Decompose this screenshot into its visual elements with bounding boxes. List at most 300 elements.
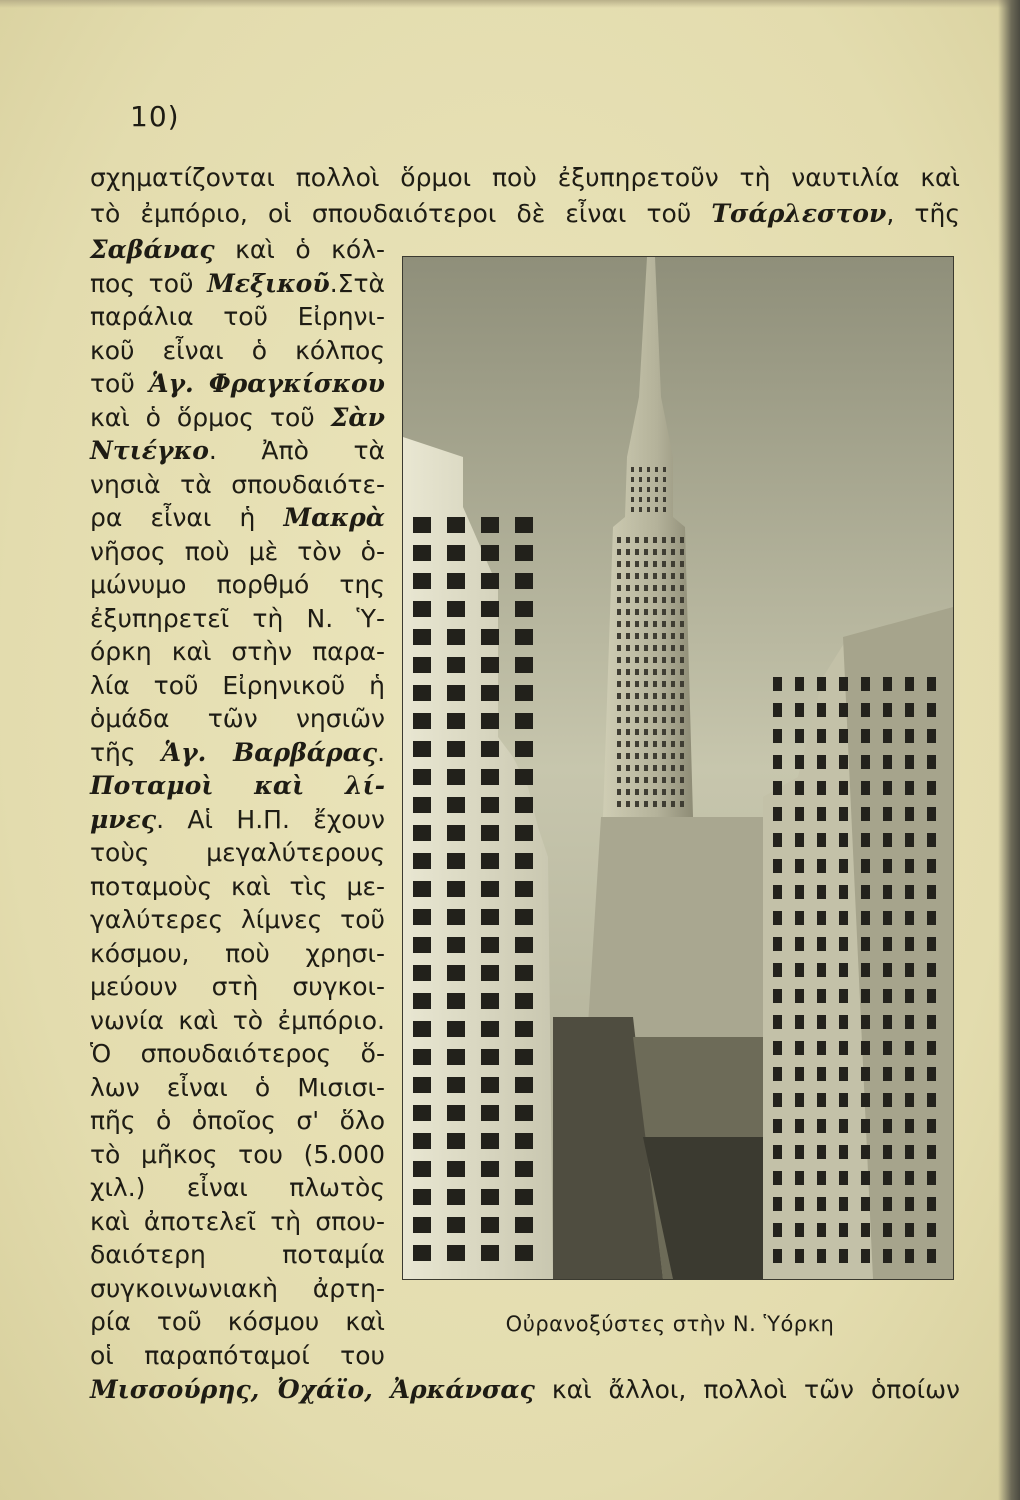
text-run: ὁμάδα τῶν νησιῶν (90, 704, 385, 733)
building-window (773, 1145, 782, 1159)
tower-window (662, 537, 666, 543)
building-window (839, 807, 848, 821)
tower-window (671, 597, 675, 603)
column-text-line (90, 1137, 385, 1173)
tower-window (662, 609, 666, 615)
building-window (795, 729, 804, 743)
building-window (447, 1105, 465, 1121)
tower-window (653, 753, 657, 759)
tower-window (639, 487, 642, 492)
tower-window (647, 487, 650, 492)
text-run: . Αἱ Η.Π. ἔχουν (156, 804, 385, 834)
building-window (927, 703, 936, 717)
tower-window (631, 487, 634, 492)
tower-window (680, 597, 684, 603)
building-window (861, 781, 870, 795)
tower-window (617, 681, 621, 687)
building-window (413, 1161, 431, 1177)
tower-window (644, 801, 648, 807)
tower-window (644, 537, 648, 543)
tower-window (647, 467, 650, 472)
column-text-line (90, 500, 385, 536)
tower-window (644, 669, 648, 675)
building-window (481, 1077, 499, 1093)
building-window (481, 1189, 499, 1205)
building-window (481, 1133, 499, 1149)
tower-window (626, 705, 630, 711)
building-window (413, 1189, 431, 1205)
tower-window (662, 693, 666, 699)
emphasis-text: Ἁγ. Φραγκίσκου (149, 369, 385, 398)
tower-window (680, 705, 684, 711)
building-window (795, 911, 804, 925)
building-window (927, 1197, 936, 1211)
building-window (817, 1197, 826, 1211)
tower-window (635, 693, 639, 699)
tower-window (653, 633, 657, 639)
building-window (839, 1145, 848, 1159)
text-run: λων εἶναι ὁ Μισισι- (90, 1072, 385, 1102)
tower-window (680, 549, 684, 555)
building-window (839, 677, 848, 691)
tower-window (631, 507, 634, 512)
tower-window (644, 777, 648, 783)
text-run: μώνυμο πορθμό της (90, 570, 385, 599)
building-window (927, 1145, 936, 1159)
text-run: δαιότερη ποταμία (90, 1240, 385, 1269)
building-window (481, 1021, 499, 1037)
tower-window (644, 753, 648, 759)
building-window (515, 1049, 533, 1065)
tower-window (617, 753, 621, 759)
tower-window (626, 741, 630, 747)
building-window (861, 1119, 870, 1133)
building-window (481, 937, 499, 953)
tower-window (635, 717, 639, 723)
building-window (883, 1067, 892, 1081)
building-window (481, 573, 499, 589)
tower-window (617, 669, 621, 675)
building-window (883, 1223, 892, 1237)
tower-window (635, 621, 639, 627)
tower-window (671, 717, 675, 723)
building-window (817, 859, 826, 873)
building-window (795, 1119, 804, 1133)
building-window (927, 755, 936, 769)
building-window (817, 781, 826, 795)
building-window (839, 833, 848, 847)
column-text-line (90, 869, 385, 905)
building-window (481, 965, 499, 981)
building-window (927, 781, 936, 795)
column-text-line (90, 1338, 385, 1374)
building-window (447, 965, 465, 981)
column-text-line (90, 1003, 385, 1039)
tower-window (663, 487, 666, 492)
tower-window (644, 621, 648, 627)
building-window (883, 1119, 892, 1133)
building-window (861, 1197, 870, 1211)
tower-window (644, 645, 648, 651)
building-window (839, 703, 848, 717)
building-window (515, 685, 533, 701)
building-window (839, 1093, 848, 1107)
text-run: τὸ ἐμπόριο, οἱ σπουδαιότεροι δὲ εἶναι τοῦ (90, 199, 712, 228)
tower-window (653, 801, 657, 807)
building-window (861, 1067, 870, 1081)
column-text-line (90, 1204, 385, 1240)
body-text-line (90, 160, 960, 196)
tower-window (663, 467, 666, 472)
building-window (515, 937, 533, 953)
building-window (773, 1015, 782, 1029)
tower-window (617, 585, 621, 591)
tower-window (617, 765, 621, 771)
building-window (413, 1021, 431, 1037)
tower-window (671, 777, 675, 783)
column-text-line (90, 366, 385, 402)
column-text-line (90, 400, 385, 436)
tower-window (671, 609, 675, 615)
building-window (515, 909, 533, 925)
tower-window (626, 753, 630, 759)
tower-window (662, 657, 666, 663)
tower-window (617, 777, 621, 783)
building-window (481, 1105, 499, 1121)
tower-window (655, 467, 658, 472)
building-window (927, 1067, 936, 1081)
tower-window (644, 549, 648, 555)
building-window (413, 993, 431, 1009)
building-window (883, 1041, 892, 1055)
tower-window (671, 681, 675, 687)
tower-window (662, 573, 666, 579)
building-window (773, 1119, 782, 1133)
building-window (927, 937, 936, 951)
tower-window (644, 597, 648, 603)
building-window (447, 825, 465, 841)
tower-window (653, 657, 657, 663)
building-window (447, 517, 465, 533)
text-run: καὶ ὁ κόλ- (214, 235, 385, 264)
building-window (861, 911, 870, 925)
building-window (481, 769, 499, 785)
text-run: όρκη καὶ στὴν παρα- (90, 637, 385, 666)
tower-window (626, 597, 630, 603)
tower-window (680, 585, 684, 591)
building-window (413, 713, 431, 729)
building-window (515, 825, 533, 841)
building-window (773, 885, 782, 899)
building-window (883, 1249, 892, 1263)
text-run: τοῦ (90, 369, 150, 398)
column-text-line (90, 768, 385, 804)
emphasis-text: Ἁγ. Βαρβάρας (161, 737, 378, 767)
building-window (905, 781, 914, 795)
tower-window (680, 633, 684, 639)
emphasis-text: Μακρὰ (283, 503, 385, 532)
building-window (927, 729, 936, 743)
building-window (927, 963, 936, 977)
building-window (861, 1093, 870, 1107)
tower-window (617, 573, 621, 579)
building-window (839, 1249, 848, 1263)
building-window (883, 1197, 892, 1211)
tower-window (671, 693, 675, 699)
column-text-line (90, 735, 385, 771)
building-window (905, 1145, 914, 1159)
text-run: καὶ ὁ ὅρμος τοῦ (90, 402, 331, 432)
building-window (883, 781, 892, 795)
building-window (839, 937, 848, 951)
building-window (515, 965, 533, 981)
tower-window (662, 741, 666, 747)
tower-window (671, 645, 675, 651)
tower-window (617, 717, 621, 723)
building-window (839, 911, 848, 925)
building-window (795, 989, 804, 1003)
tower-window (662, 777, 666, 783)
tower-window (680, 777, 684, 783)
building-window (515, 993, 533, 1009)
tower-window (653, 621, 657, 627)
tower-window (617, 633, 621, 639)
tower-window (671, 633, 675, 639)
building-window (447, 713, 465, 729)
tower-window (617, 801, 621, 807)
text-run: νησιὰ τὰ σπουδαιότε- (90, 469, 385, 499)
column-text-line (90, 467, 385, 503)
emphasis-text: Σαβάνας (90, 235, 215, 264)
emphasis-text: Ποταμοὶ καὶ λί- (90, 771, 385, 800)
building-window (861, 989, 870, 1003)
building-window (839, 859, 848, 873)
building-window (447, 769, 465, 785)
building-window (481, 993, 499, 1009)
building-window (839, 729, 848, 743)
building-window (795, 1015, 804, 1029)
building-window (413, 825, 431, 841)
column-text-line (90, 433, 385, 469)
building-window (883, 833, 892, 847)
tower-window (655, 507, 658, 512)
building-window (413, 573, 431, 589)
tower-window (680, 693, 684, 699)
building-window (795, 807, 804, 821)
building-window (447, 601, 465, 617)
building-window (883, 1015, 892, 1029)
tower-window (644, 765, 648, 771)
tower-window (639, 497, 642, 502)
page-binding-edge (998, 0, 1020, 1500)
building-window (515, 517, 533, 533)
building-window (773, 755, 782, 769)
building-window (447, 1021, 465, 1037)
text-run: οἱ παραπόταμοί του (90, 1340, 385, 1370)
tower-window (635, 585, 639, 591)
tower-window (617, 645, 621, 651)
building-window (773, 677, 782, 691)
tower-window (626, 537, 630, 543)
tower-window (617, 705, 621, 711)
column-text-line (90, 1271, 385, 1307)
column-text-line (90, 299, 385, 335)
tower-window (653, 741, 657, 747)
text-run: τὸ μῆκος του (5.000 (90, 1139, 385, 1169)
building-window (861, 859, 870, 873)
building-window (905, 1223, 914, 1237)
building-window (905, 1067, 914, 1081)
building-window (817, 937, 826, 951)
tower-window (626, 693, 630, 699)
building-window (927, 1041, 936, 1055)
building-window (905, 885, 914, 899)
building-window (927, 1249, 936, 1263)
building-window (817, 807, 826, 821)
tower-window (635, 549, 639, 555)
tower-window (639, 467, 642, 472)
tower-window (617, 729, 621, 735)
building-window (773, 1067, 782, 1081)
text-run: σχηματίζονται πολλοὶ ὅρμοι ποὺ ἐξυπηρετοῦν τὴ ναυτιλία καὶ (90, 163, 960, 192)
building-window (773, 1093, 782, 1107)
building-window (773, 807, 782, 821)
building-window (481, 797, 499, 813)
building-window (927, 807, 936, 821)
tower-window (617, 789, 621, 795)
tower-window (653, 693, 657, 699)
building-window (839, 989, 848, 1003)
tower-window (635, 801, 639, 807)
tower-window (647, 497, 650, 502)
building-window (413, 1133, 431, 1149)
building-window (413, 629, 431, 645)
tower-window (644, 681, 648, 687)
building-window (817, 1119, 826, 1133)
building-window (905, 911, 914, 925)
building-window (773, 703, 782, 717)
column-text-line (90, 835, 385, 871)
building-window (447, 657, 465, 673)
tower-window (671, 765, 675, 771)
building-window (413, 965, 431, 981)
text-run: ρία τοῦ κόσμου καὶ (90, 1307, 385, 1336)
building-window (927, 1223, 936, 1237)
building-window (481, 825, 499, 841)
column-text-line (90, 1170, 385, 1206)
building-window (883, 911, 892, 925)
tower-window (663, 497, 666, 502)
building-window (447, 545, 465, 561)
building-window (481, 741, 499, 757)
text-run: νῆσος ποὺ μὲ τὸν ὁ- (90, 536, 385, 566)
building-window (861, 885, 870, 899)
building-window (883, 729, 892, 743)
emphasis-text: Ντιέγκο (90, 436, 209, 465)
building-window (773, 1249, 782, 1263)
column-text-line (90, 333, 385, 369)
tower-window (644, 657, 648, 663)
building-window (795, 1093, 804, 1107)
building-window (795, 937, 804, 951)
tower-window (635, 597, 639, 603)
building-window (839, 1067, 848, 1081)
building-window (927, 989, 936, 1003)
emphasis-text: Τσάρλεστον (711, 199, 887, 228)
tower-window (653, 597, 657, 603)
tower-window (644, 789, 648, 795)
tower-window (662, 729, 666, 735)
building-window (481, 685, 499, 701)
tower-window (644, 561, 648, 567)
tower-window (635, 609, 639, 615)
tower-window (635, 657, 639, 663)
tower-window (653, 765, 657, 771)
building-window (773, 911, 782, 925)
text-run: συγκοινωνιακὴ ἀρτη- (90, 1273, 385, 1303)
tower-window (617, 621, 621, 627)
tower-window (626, 729, 630, 735)
building-window (905, 963, 914, 977)
building-window (515, 1189, 533, 1205)
building-window (817, 1223, 826, 1237)
building-window (515, 601, 533, 617)
building-window (481, 1049, 499, 1065)
column-text-line (90, 902, 385, 938)
building-window (515, 545, 533, 561)
tower-window (639, 477, 642, 482)
tower-window (680, 561, 684, 567)
tower-window (671, 729, 675, 735)
building-window (773, 989, 782, 1003)
building-window (481, 517, 499, 533)
building-window (883, 963, 892, 977)
tower-window (662, 765, 666, 771)
tower-window (662, 597, 666, 603)
building-window (905, 807, 914, 821)
building-window (817, 1171, 826, 1185)
column-text-line (90, 634, 385, 670)
building-window (413, 657, 431, 673)
building-window (515, 1021, 533, 1037)
building-window (817, 1041, 826, 1055)
building-window (795, 677, 804, 691)
building-window (905, 755, 914, 769)
tower-window (635, 669, 639, 675)
building-window (773, 1041, 782, 1055)
building-window (795, 703, 804, 717)
building-window (839, 1197, 848, 1211)
building-window (905, 1119, 914, 1133)
building-window (447, 1161, 465, 1177)
building-window (905, 677, 914, 691)
building-window (883, 1171, 892, 1185)
emphasis-text: Σὰν (330, 402, 385, 432)
tower-window (671, 801, 675, 807)
building-window (773, 781, 782, 795)
building-window (795, 963, 804, 977)
building-window (515, 573, 533, 589)
building-window (515, 657, 533, 673)
building-window (481, 1245, 499, 1261)
building-window (861, 937, 870, 951)
tower-window (635, 633, 639, 639)
building-window (795, 1171, 804, 1185)
page-top-shadow (0, 0, 1020, 8)
tower-window (680, 717, 684, 723)
column-text-line (90, 802, 385, 838)
tower-window (663, 507, 666, 512)
